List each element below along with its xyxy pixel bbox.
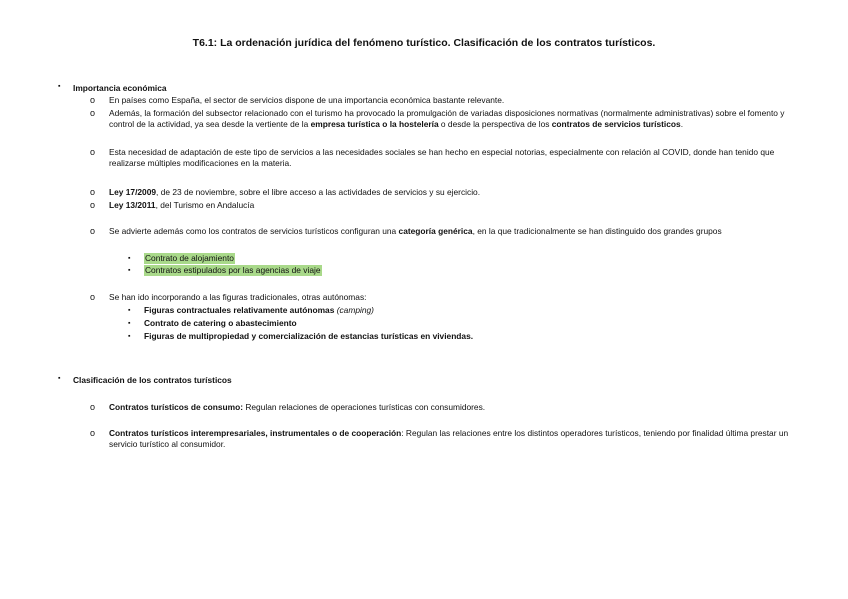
circle-bullet: o bbox=[90, 95, 96, 105]
section-heading: Clasificación de los contratos turísticos bbox=[73, 375, 232, 385]
paragraph-text: Además, la formación del subsector relacionado con el turismo ha provocado la promulgación de variadas disposiciones normativas (normalmente administrativas) sobre el fomento y control de la actividad, ya sea desde la vertiente de la empresa turística o la hostelería o desde la perspectiva de los contratos de servicios turísticos. bbox=[109, 108, 785, 129]
square-bullet: ▪ bbox=[128, 333, 131, 340]
paragraph-text: Se advierte además como los contratos de servicios turísticos configuran una categoría genérica, en la que tradicionalmente se han distinguido dos grandes grupos bbox=[109, 226, 722, 236]
section-heading: Importancia económica bbox=[73, 83, 167, 93]
paragraph-text: En países como España, el sector de servicios dispone de una importancia económica bastante relevante. bbox=[109, 95, 505, 105]
law-text: Ley 13/2011, del Turismo en Andalucía bbox=[109, 200, 255, 210]
classification-text: Contratos turísticos interempresariales, instrumentales o de cooperación: Regulan las relaciones entre los distintos operadores turísticos, teniendo por finalidad última prestar un servicio turístico al consumidor. bbox=[109, 428, 789, 449]
classification-text: Contratos turísticos de consumo: Regulan relaciones de operaciones turísticas con consumidores. bbox=[109, 402, 486, 412]
square-bullet: ▪ bbox=[128, 267, 131, 274]
circle-bullet: o bbox=[90, 428, 96, 438]
square-bullet: ▪ bbox=[128, 255, 131, 262]
figure-text: Contrato de catering o abastecimiento bbox=[144, 318, 297, 328]
paragraph-text: Esta necesidad de adaptación de este tipo de servicios a las necesidades sociales se han hecho en especial notorias, especialmente con relación al COVID, donde han tenido que realizarse múltiples modificaciones en la materia. bbox=[109, 147, 775, 168]
highlighted-text: Contratos estipulados por las agencias de viaje bbox=[145, 265, 321, 275]
figure-text: Figuras de multipropiedad y comercialización de estancias turísticas en viviendas. bbox=[144, 331, 474, 341]
highlighted-text: Contrato de alojamiento bbox=[145, 253, 234, 263]
circle-bullet: o bbox=[90, 292, 96, 302]
law-text: Ley 17/2009, de 23 de noviembre, sobre el libre acceso a las actividades de servicios y su ejercicio. bbox=[109, 187, 481, 197]
circle-bullet: o bbox=[90, 200, 96, 210]
document-title: T6.1: La ordenación jurídica del fenómeno turístico. Clasificación de los contratos turísticos. bbox=[192, 37, 656, 49]
paragraph-text: Se han ido incorporando a las figuras tradicionales, otras autónomas: bbox=[109, 292, 367, 302]
circle-bullet: o bbox=[90, 147, 96, 157]
square-bullet: ▪ bbox=[128, 307, 131, 314]
circle-bullet: o bbox=[90, 402, 96, 412]
figure-text: Figuras contractuales relativamente autónomas (camping) bbox=[144, 305, 374, 315]
square-bullet: ▪ bbox=[58, 83, 61, 90]
square-bullet: ▪ bbox=[128, 320, 131, 327]
circle-bullet: o bbox=[90, 226, 96, 236]
circle-bullet: o bbox=[90, 187, 96, 197]
square-bullet: ▪ bbox=[58, 375, 61, 382]
circle-bullet: o bbox=[90, 108, 96, 118]
